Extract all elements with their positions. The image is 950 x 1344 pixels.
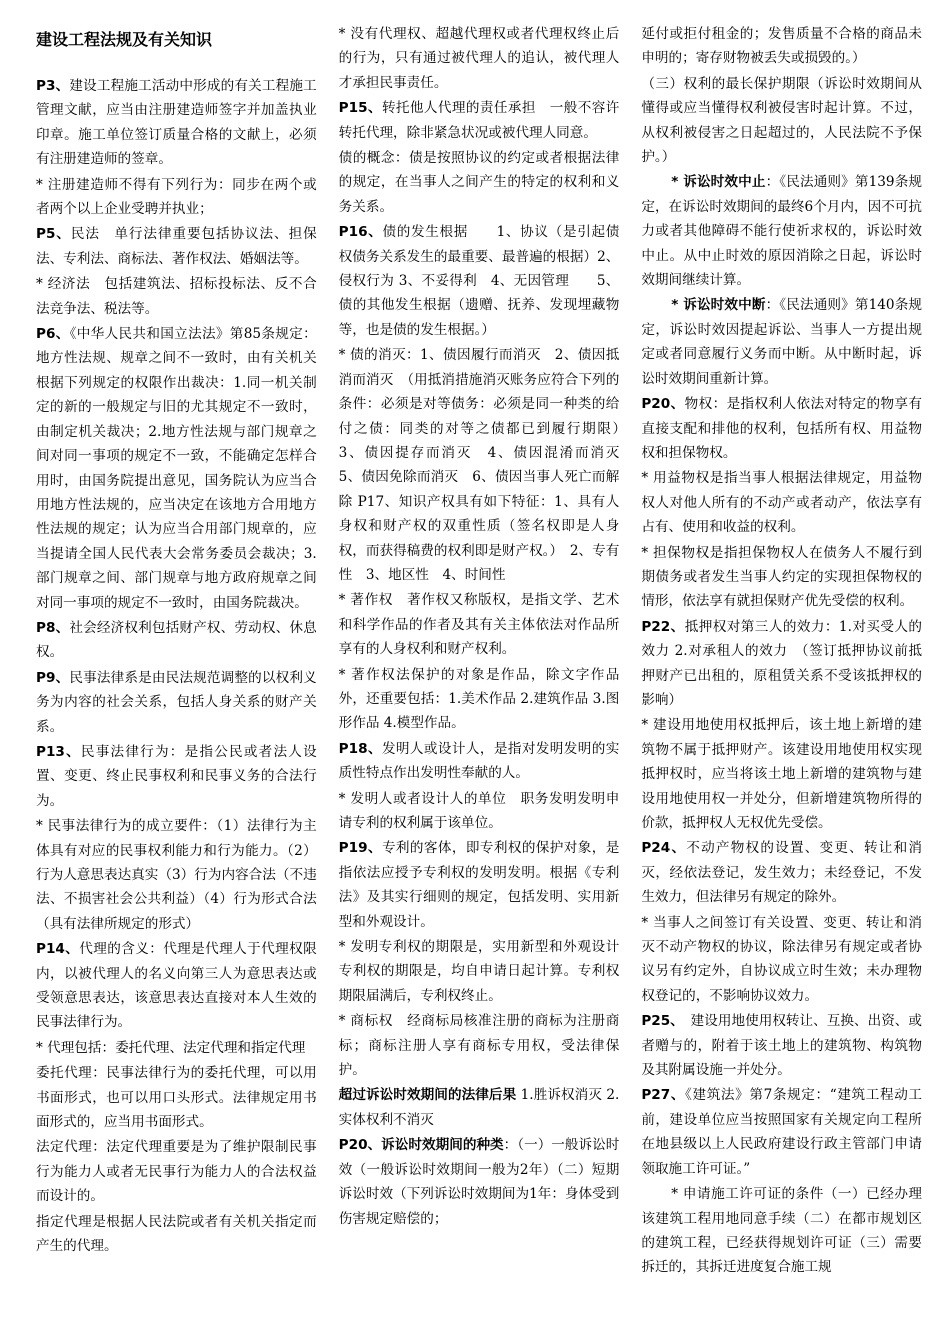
paragraph-heading: P25、 bbox=[641, 1013, 678, 1030]
paragraph-heading: P6、 bbox=[36, 326, 70, 343]
paragraph-text: 1.胜诉权消灭 2.实体权利不消灭 bbox=[338, 1087, 620, 1128]
paragraph-heading: P3、 bbox=[36, 78, 70, 94]
paragraph bbox=[36, 1036, 317, 1060]
paragraph-text: 民事法律行为：是指公民或者法人设置、变更、终止民事权利和民事义务的合法行为。 bbox=[36, 743, 317, 809]
paragraph bbox=[641, 392, 922, 465]
paragraph bbox=[36, 222, 317, 271]
paragraph-heading: P27、 bbox=[641, 1087, 686, 1104]
paragraph-text: 专利的客体，即专利权的保护对象，是指依法应授予专利权的发明发明。根据《专利法》及其实行细则的规定，包括发明、实用新型和外观设计。 bbox=[338, 840, 620, 930]
paragraph-text: * 申请施工许可证的条件（一）已经办理该建筑工程用地同意手续（二）在都市规划区的建筑工程，已经获得规划许可证（三）需要拆迁的，其拆迁进度复合施工规 bbox=[641, 1186, 923, 1276]
text-column-right bbox=[641, 22, 922, 1344]
paragraph-heading: P14、 bbox=[36, 941, 80, 958]
paragraph bbox=[339, 737, 620, 786]
paragraph-text: 法定代理：法定代理重要是为了维护限制民事行为能力人或者无民事行为能力人的合法权益而设计的。 bbox=[36, 1139, 317, 1205]
paragraph-text: 转托他人代理的责任承担 一般不容许转托代理，除非紧急状况或被代理人同意。 bbox=[338, 100, 620, 141]
paragraph bbox=[36, 1061, 317, 1134]
paragraph-text: 《建筑法》第7条规定：“建筑工程动工前，建设单位应当按照国家有关规定向工程所在地县级以上人民政府建设行政主管部门申请领取施工许可证。” bbox=[641, 1087, 923, 1177]
text-column-left bbox=[36, 22, 317, 1344]
paragraph-heading: P24、 bbox=[641, 840, 687, 857]
paragraph-text: * 著作权法保护的对象是作品，除文字作品外，还重要包括：1.美术作品 2.建筑作品 3.图形作品 4.模型作品。 bbox=[338, 666, 620, 732]
paragraph-heading: P13、 bbox=[36, 743, 81, 760]
paragraph-text: 民法 单行法律重要包括协议法、担保法、专利法、商标法、著作权法、婚姻法等。 bbox=[36, 226, 317, 267]
paragraph-text: 代理的含义：代理是代理人于代理权限内，以被代理人的名义向第三人为意思表达或受领意思表达，该意思表达直接对本人生效的民事法律行为。 bbox=[36, 941, 317, 1031]
paragraph bbox=[36, 272, 317, 321]
paragraph-heading: * 诉讼时效中断 bbox=[671, 297, 766, 314]
paragraph-text: 抵押权对第三人的效力：1.对买受人的效力 2.对承租人的效力 （签订抵押协议前抵押财产已出租的，原租赁关系不受该抵押权的影响） bbox=[641, 618, 923, 708]
paragraph-text: * 当事人之间签订有关设置、变更、转让和消灭不动产物权的协议，除法律另有规定或者协议另有约定外，自协议成立时生效；未办理物权登记的，不影响协议效力。 bbox=[641, 914, 923, 1004]
paragraph-text: 指定代理是根据人民法院或者有关机关指定而产生的代理。 bbox=[36, 1213, 317, 1255]
paragraph-text: ：《民法通则》第139条规定，在诉讼时效期间的最终6个月内，因不可抗力或者其他障碍不能行使祈求权的，诉讼时效中止。从中止时效的原因消除之日起，诉讼时效期间继续计算。 bbox=[641, 174, 923, 289]
paragraph bbox=[641, 836, 922, 909]
paragraph-heading: P5、 bbox=[36, 226, 71, 243]
paragraph bbox=[36, 740, 317, 813]
paragraph-text: 委托代理：民事法律行为的委托代理，可以用书面形式，也可以用口头形式。法律规定用书面形式的，应当用书面形式。 bbox=[36, 1065, 317, 1131]
paragraph-heading: P9、 bbox=[36, 669, 70, 686]
paragraph bbox=[339, 96, 620, 145]
paragraph bbox=[339, 588, 620, 661]
paragraph-heading: P15、 bbox=[338, 100, 382, 117]
paragraph bbox=[36, 616, 317, 665]
paragraph bbox=[339, 146, 620, 219]
paragraph bbox=[641, 170, 922, 292]
paragraph bbox=[339, 220, 620, 342]
paragraph bbox=[339, 1133, 620, 1231]
paragraph-text: * 民事法律行为的成立要件：（1）法律行为主体具有对应的民事权利能力和行为能力。（2）行为人意思表达真实（3）行为内容合法（不违法、不损害社会公共利益）（4）行为形式合法（具有法律所规定的形式） bbox=[36, 818, 317, 932]
paragraph-text: 延付或拒付租金的；发售质量不合格的商品未申明的；寄存财物被丢失或损毁的。） bbox=[641, 26, 923, 67]
paragraph-text: * 用益物权是指当事人根据法律规定，用益物权人对他人所有的不动产或者动产，依法享有占有、使用和收益的权利。 bbox=[641, 470, 923, 536]
paragraph bbox=[36, 74, 317, 172]
paragraph bbox=[641, 1009, 922, 1082]
paragraph-text: 发明人或设计人，是指对发明发明的实质性特点作出发明性奉献的人。 bbox=[338, 740, 620, 782]
paragraph-heading: P20、诉讼时效期间的种类 bbox=[338, 1137, 504, 1154]
paragraph bbox=[641, 1083, 922, 1181]
paragraph-heading: P22、 bbox=[641, 618, 685, 635]
paragraph-text: * 代理包括：委托代理、法定代理和指定代理 bbox=[36, 1039, 306, 1056]
paragraph bbox=[36, 1210, 317, 1259]
paragraph-heading: * 诉讼时效中止 bbox=[671, 174, 766, 191]
paragraph bbox=[36, 1135, 317, 1208]
paragraph-heading: P20、 bbox=[641, 396, 685, 413]
paragraph bbox=[36, 322, 317, 615]
paragraph bbox=[339, 663, 620, 736]
paragraph-text: * 建设用地使用权抵押后，该土地上新增的建筑物不属于抵押财产。该建设用地使用权实现抵押权时，应当将该土地上新增的建筑物与建设用地使用权一并处分，但新增建筑物所得的价款，抵押权人无权优先受偿。 bbox=[641, 717, 923, 831]
paragraph-heading: P16、 bbox=[338, 224, 383, 241]
paragraph-text: ：《民法通则》第140条规定，诉讼时效因提起诉讼、当事人一方提出规定或者同意履行义务而中断。从中断时起，诉讼时效期间重新计算。 bbox=[641, 297, 923, 387]
paragraph bbox=[339, 935, 620, 1008]
paragraph-text: ：（一）一般诉讼时效（一般诉讼时效期间一般为2年）（二）短期诉讼时效（下列诉讼时效期间为1年：身体受到伤害规定赔偿的； bbox=[338, 1137, 620, 1227]
paragraph-text: * 发明专利权的期限是，实用新型和外观设计专利权的期限是，均自申请日起计算。专利权期限届满后，专利权终止。 bbox=[338, 939, 620, 1004]
paragraph-text: * 没有代理权、超越代理权或者代理权终止后的行为，只有通过被代理人的追认，被代理人才承担民事责任。 bbox=[338, 26, 620, 91]
paragraph-heading: P8、 bbox=[36, 619, 70, 636]
paragraph bbox=[339, 1083, 620, 1132]
paragraph-text: * 著作权 著作权又称版权，是指文学、艺术和科学作品的作者及其有关主体依法对作品所享有的人身权利和财产权利。 bbox=[338, 592, 620, 658]
paragraph-text: * 注册建造师不得有下列行为：同步在两个或者两个以上企业受聘并执业； bbox=[36, 176, 317, 218]
paragraph-text: * 商标权 经商标局核准注册的商标为注册商标；商标注册人享有商标专用权，受法律保护。 bbox=[338, 1013, 620, 1079]
paragraph-text: 社会经济权利包括财产权、劳动权、休息权。 bbox=[36, 619, 317, 661]
paragraph-text: 债的发生根据 1、协议（是引起债权债务关系发生的最重要、最普遍的根据）2、侵权行为 3、不妥得利 4、无因管理 5、债的其他发生根据（遗赠、抚养、发现埋藏物等，也是债的发生根据。） bbox=[338, 224, 620, 338]
paragraph-heading: P18、 bbox=[338, 740, 382, 757]
paragraph-text: 建设工程施工活动中形成的有关工程施工管理文献，应当由注册建造师签字并加盖执业印章。施工单位签订质量合格的文献上，必须有注册建造师的签章。 bbox=[36, 78, 317, 168]
paragraph bbox=[339, 22, 620, 95]
paragraph-text: * 债的消灭：1、债因履行而消灭 2、债因抵消而消灭 （用抵消措施消灭账务应符合下列的条件：必须是对等债务：必须是同一种类的给付之债：同类的对等之债都已到履行期限） 3、债因提存而消灭 4、债因混淆而消灭 5、债因免除而消灭 6、债因当事人死亡而解除 P17、知识产权具有如下特征：1、具有人身权和财产权的双重性质（签名权即是人身权，而获得稿费的权利即是财产权。） 2、专有性 3、地区性 4、时间性 bbox=[338, 347, 633, 583]
paragraph bbox=[641, 72, 922, 170]
paragraph bbox=[339, 787, 620, 836]
document-title: 建设工程法规及有关知识 bbox=[36, 30, 213, 49]
paragraph bbox=[339, 1009, 620, 1082]
paragraph-heading: P19、 bbox=[338, 840, 382, 857]
paragraph bbox=[36, 173, 317, 222]
paragraph bbox=[641, 615, 922, 713]
paragraph bbox=[641, 911, 922, 1009]
paragraph-heading: 超过诉讼时效期间的法律后果 bbox=[338, 1087, 517, 1104]
paragraph bbox=[339, 836, 620, 934]
paragraph bbox=[338, 343, 633, 587]
paragraph-text: （三）权利的最长保护期限（诉讼时效期间从懂得或应当懂得权利被侵害时起计算。不过，从权利被侵害之日起超过的，人民法院不予保护。） bbox=[641, 75, 923, 166]
paragraph-text: 物权：是指权利人依法对特定的物享有直接支配和排他的权利，包括所有权、用益物权和担保物权。 bbox=[641, 396, 923, 461]
paragraph-text: 民事法律系是由民法规范调整的以权利义务为内容的社会关系，包括人身关系的财产关系。 bbox=[36, 669, 317, 735]
paragraph-text: 《中华人民共和国立法法》第85条规定：地方性法规、规章之间不一致时，由有关机关根据下列规定的权限作出裁决：1.同一机关制定的新的一般规定与旧的尤其规定不一致时，由制定机关裁决；2.地方性法规与部门规章之间对同一事项的规定不一致，不能确定怎样合用时，由国务院提出意见，国务院认为应当合用地方性法规的，应当决定在该地方合用地方性法规的规定；认为应当合用部门规章的，应当提请全国人民代表大会常务委员会裁决；3.部门规章之间、部门规章与地方政府规章之间对同一事项的规定不一致时，由国务院裁决。 bbox=[36, 326, 317, 611]
paragraph-text: * 发明人或者设计人的单位 职务发明发明申请专利的权利属于该单位。 bbox=[338, 790, 620, 831]
paragraph-text: 建设用地使用权转让、互换、出资、或者赠与的，附着于该土地上的建筑物、构筑物及其附属设施一并处分。 bbox=[641, 1013, 923, 1079]
paragraph bbox=[641, 22, 922, 71]
paragraph bbox=[641, 713, 922, 835]
paragraph bbox=[641, 466, 922, 539]
paragraph bbox=[641, 1182, 922, 1280]
paragraph-text: 不动产物权的设置、变更、转让和消灭，经依法登记，发生效力；未经登记，不发生效力，但法律另有规定的除外。 bbox=[641, 840, 923, 906]
paragraph bbox=[36, 937, 317, 1035]
text-column-middle bbox=[338, 22, 633, 1344]
paragraph bbox=[641, 541, 922, 614]
paragraph-text: * 担保物权是指担保物权人在债务人不履行到期债务或者发生当事人约定的实现担保物权的情形，依法享有就担保财产优先受偿的权利。 bbox=[641, 544, 923, 610]
paragraph-text: 债的概念：债是按照协议的约定或者根据法律的规定，在当事人之间产生的特定的权利和义务关系。 bbox=[338, 150, 620, 215]
paragraph bbox=[36, 666, 317, 739]
paragraph bbox=[36, 814, 317, 936]
paragraph bbox=[641, 293, 922, 391]
paragraph-text: * 经济法 包括建筑法、招标投标法、反不合法竞争法、税法等。 bbox=[36, 276, 317, 317]
